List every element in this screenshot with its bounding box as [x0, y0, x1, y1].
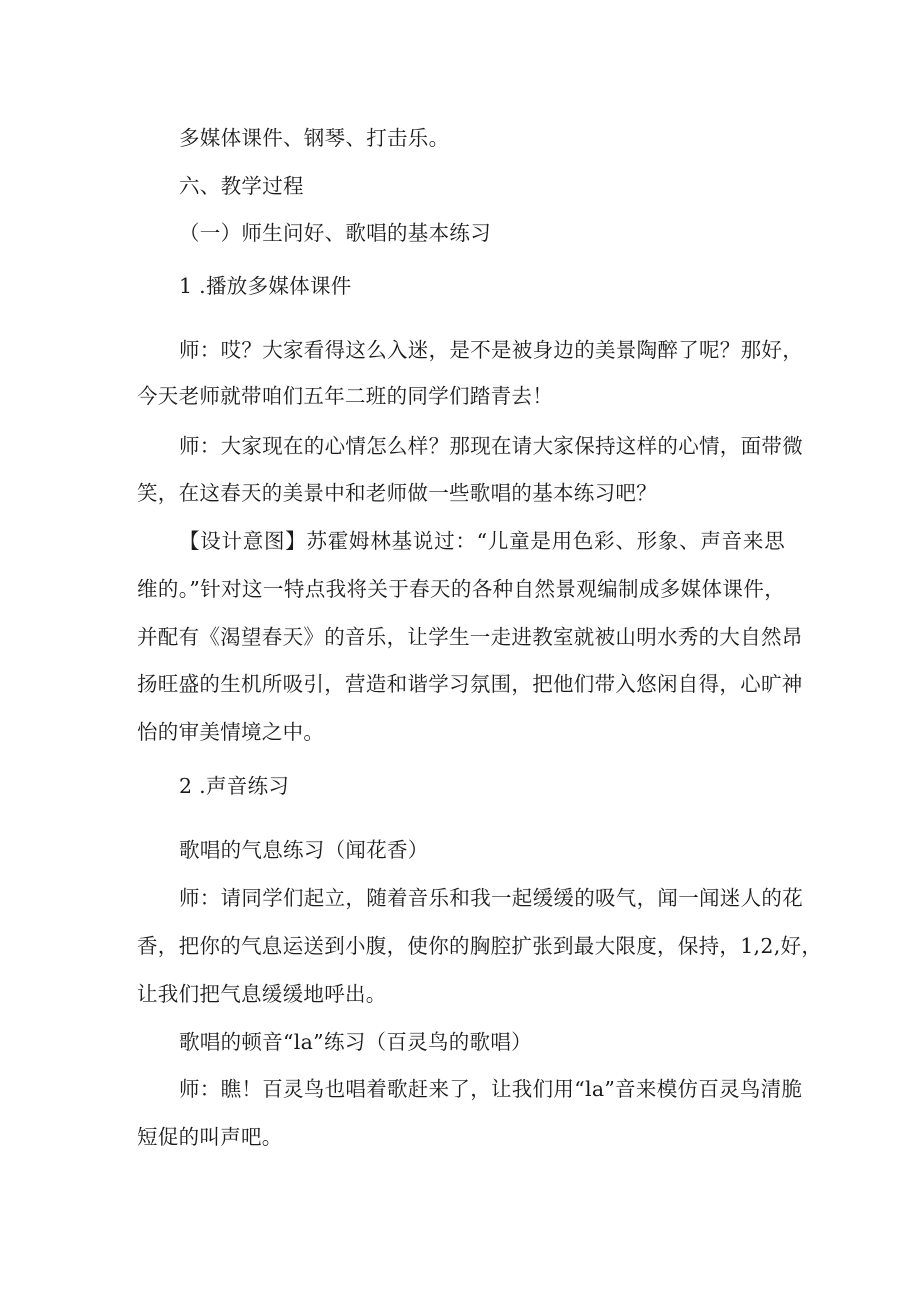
paragraph-3-line-5: 怡的审美情境之中。	[137, 720, 325, 744]
paragraph-1-line-1: 师：哎？大家看得这么入迷，是不是被身边的美景陶醉了呢？那好，	[179, 338, 803, 362]
paragraph-5-line-2: 短促的叫声吧。	[137, 1125, 283, 1149]
step-1-heading: 1 .播放多媒体课件	[179, 274, 352, 298]
paragraph-3-line-4: 扬旺盛的生机所吸引，营造和谐学习氛围，把他们带入悠闲自得，心旷神	[137, 672, 803, 696]
paragraph-2-line-2: 笑，在这春天的美景中和老师做一些歌唱的基本练习吧？	[137, 481, 657, 505]
paragraph-4-line-3: 让我们把气息缓缓地呼出。	[137, 982, 387, 1006]
paragraph-4-line-2: 香，把你的气息运送到小腹，使你的胸腔扩张到最大限度，保持，1,2,好，	[137, 934, 823, 958]
paragraph-1-line-2: 今天老师就带咱们五年二班的同学们踏青去！	[137, 384, 553, 408]
paragraph-4-line-1: 师：请同学们起立，随着音乐和我一起缓缓的吸气，闻一闻迷人的花	[179, 886, 803, 910]
paragraph-5-line-1: 师：瞧！百灵鸟也唱着歌赶来了，让我们用“la”音来模仿百灵鸟清脆	[179, 1077, 803, 1101]
section-heading: 六、教学过程	[179, 174, 304, 198]
paragraph-3-line-1: 【设计意图】苏霍姆林基说过：“儿童是用色彩、形象、声音来思	[179, 529, 785, 553]
subsection-heading: （一）师生问好、歌唱的基本练习	[179, 221, 491, 245]
step-2-heading: 2 .声音练习	[179, 774, 290, 798]
staccato-exercise-heading: 歌唱的顿音“la”练习（百灵鸟的歌唱）	[179, 1030, 532, 1054]
paragraph-3-line-2: 维的。”针对这一特点我将关于春天的各种自然景观编制成多媒体课件，	[137, 577, 785, 601]
paragraph-3-line-3: 并配有《渴望春天》的音乐，让学生一走进教室就被山明水秀的大自然昂	[137, 625, 803, 649]
breath-exercise-heading: 歌唱的气息练习（闻花香）	[179, 838, 429, 862]
paragraph-2-line-1: 师：大家现在的心情怎么样？那现在请大家保持这样的心情，面带微	[179, 434, 803, 458]
materials-line: 多媒体课件、钢琴、打击乐。	[179, 126, 450, 150]
